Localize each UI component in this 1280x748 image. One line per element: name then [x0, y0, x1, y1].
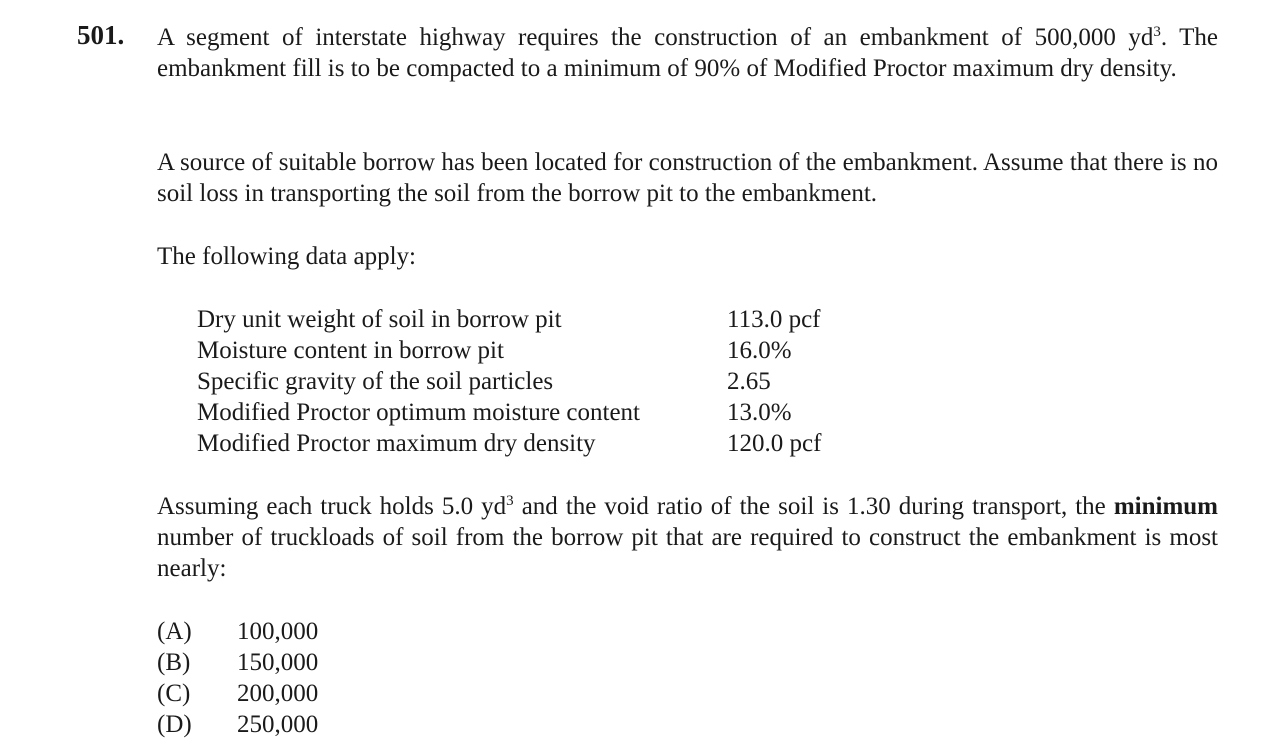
question-emphasis: minimum	[1113, 493, 1219, 520]
choice-letter: (A)	[157, 618, 192, 645]
choice-d[interactable]	[157, 709, 318, 740]
choice-c[interactable]	[157, 678, 318, 709]
choice-value: 250,000	[237, 711, 319, 738]
data-row	[197, 304, 927, 335]
data-value: 2.65	[727, 368, 771, 395]
data-value: 13.0%	[727, 399, 792, 426]
choice-value: 200,000	[237, 680, 319, 707]
data-value: 120.0 pcf	[727, 430, 822, 457]
data-row	[197, 335, 927, 366]
choice-a[interactable]	[157, 616, 318, 647]
question-text-2: and the void ratio of the soil is 1.30 during transport, the	[513, 493, 1114, 520]
data-label: Moisture content in borrow pit	[197, 337, 504, 364]
choice-value: 150,000	[237, 649, 319, 676]
intro-superscript: 3	[1153, 24, 1161, 40]
data-table	[197, 304, 927, 459]
question-text-1: Assuming each truck holds 5.0 yd	[157, 493, 507, 520]
choice-letter: (C)	[157, 680, 191, 707]
question-text	[157, 491, 1218, 584]
question-text-3: number of truckloads of soil from the borrow pit that are required to construct the embankment is most nearly:	[157, 524, 1218, 582]
problem-intro	[157, 22, 1218, 84]
data-intro: The following data apply:	[157, 243, 416, 270]
data-row	[197, 366, 927, 397]
question-superscript: 3	[506, 493, 514, 509]
problem-number: 501.	[77, 20, 125, 50]
data-value: 113.0 pcf	[727, 306, 821, 333]
data-row	[197, 428, 927, 459]
choice-value: 100,000	[237, 618, 319, 645]
answer-choices	[157, 616, 318, 740]
data-label: Specific gravity of the soil particles	[197, 368, 554, 395]
intro-text-2: . The embankment fill is to be compacted to a minimum of 90% of Modified Proctor maximum dry density.	[157, 24, 1218, 82]
choice-letter: (D)	[157, 711, 192, 738]
data-value: 16.0%	[727, 337, 792, 364]
borrow-paragraph: A source of suitable borrow has been located for construction of the embankment. Assume that there is no soil loss in transporting the soil from the borrow pit to the embankment.	[157, 149, 1218, 207]
choice-letter: (B)	[157, 649, 191, 676]
data-label: Dry unit weight of soil in borrow pit	[197, 306, 562, 333]
intro-text-1: A segment of interstate highway requires the construction of an embankment of 500,000 yd	[157, 24, 1154, 51]
data-label: Modified Proctor optimum moisture content	[197, 399, 640, 426]
data-row	[197, 397, 927, 428]
choice-b[interactable]	[157, 647, 318, 678]
data-label: Modified Proctor maximum dry density	[197, 430, 596, 457]
